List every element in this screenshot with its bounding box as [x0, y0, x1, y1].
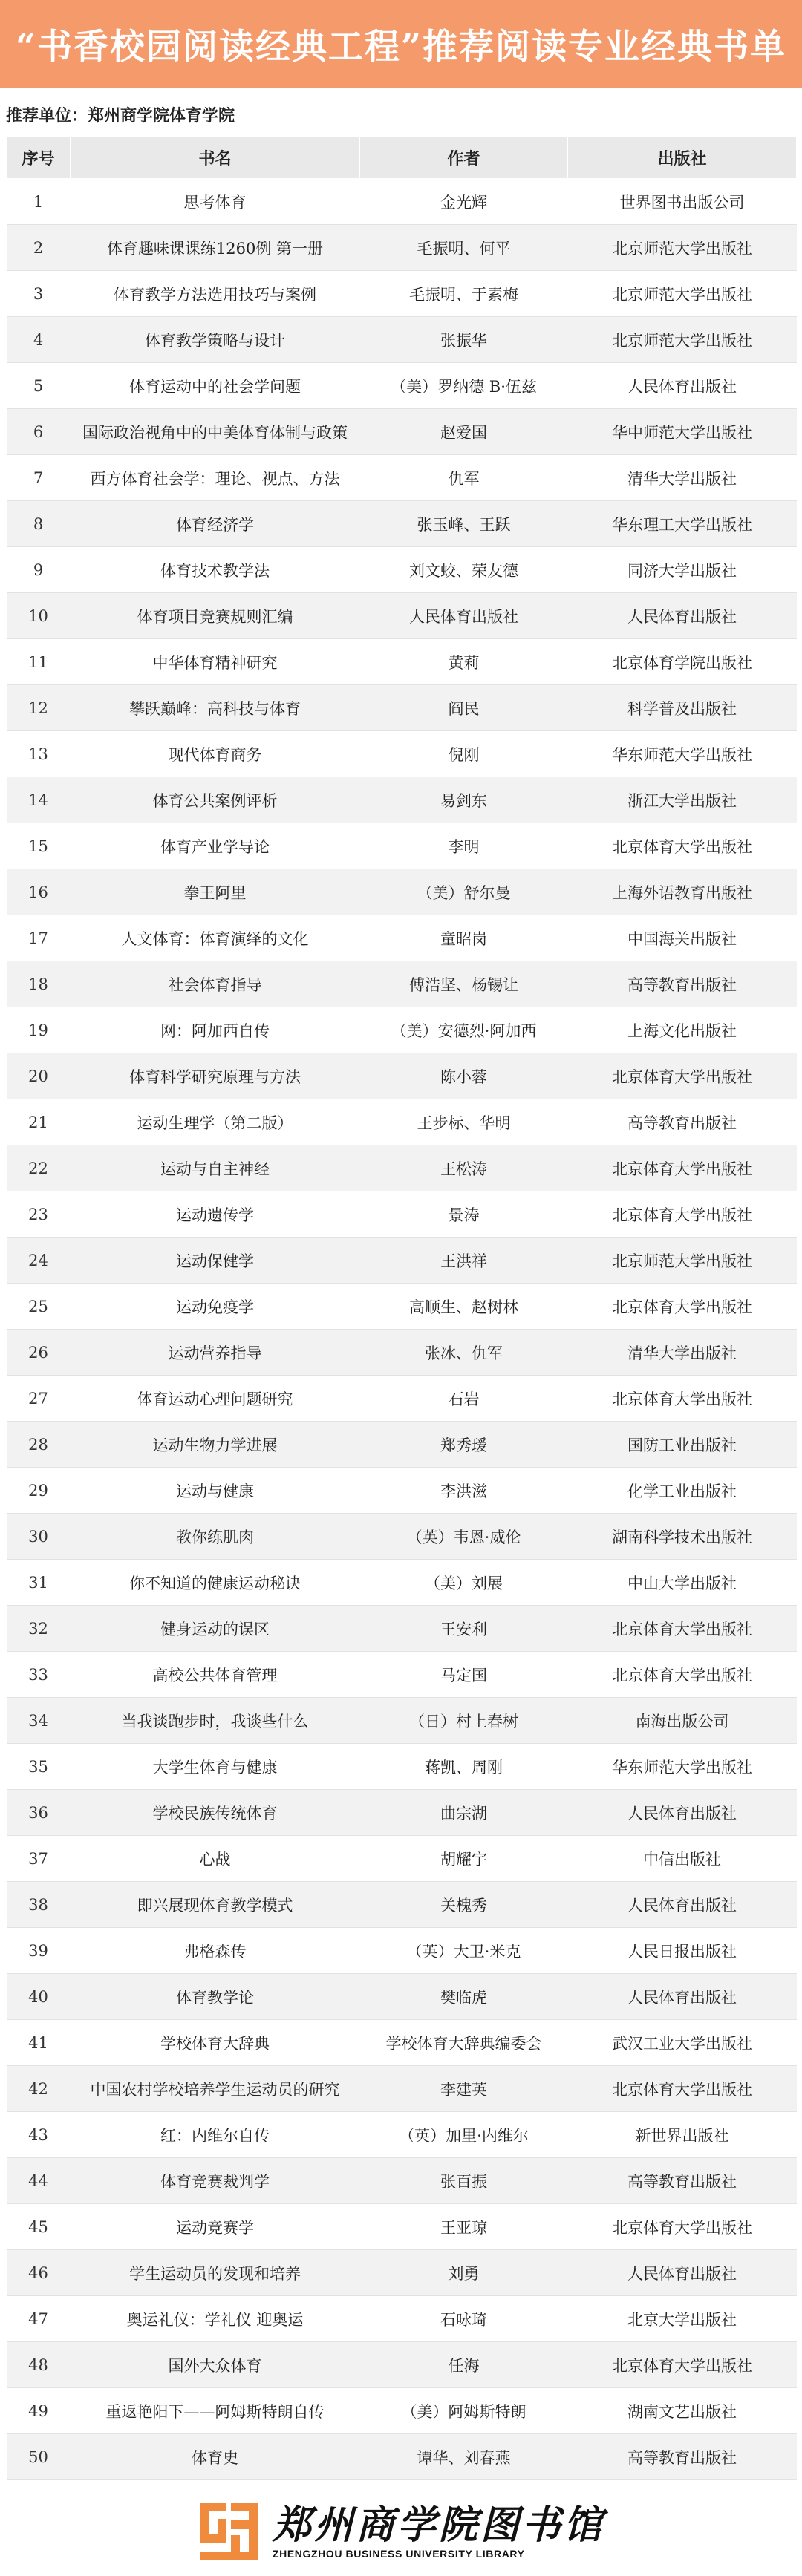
- cell-author: 任海: [360, 2342, 568, 2388]
- cell-author: 王安利: [360, 1606, 568, 1652]
- cell-author: 倪刚: [360, 731, 568, 777]
- cell-title: 弗格森传: [71, 1928, 360, 1974]
- header-title: 书名: [71, 137, 360, 179]
- cell-publisher: 高等教育出版社: [568, 2434, 797, 2480]
- cell-author: 人民体育出版社: [360, 593, 568, 639]
- table-row: [7, 1928, 797, 1974]
- cell-author: 蒋凯、周刚: [360, 1744, 568, 1790]
- table-row: [7, 271, 797, 317]
- cell-author: 陈小蓉: [360, 1053, 568, 1099]
- cell-title: 人文体育：体育演绎的文化: [71, 915, 360, 961]
- cell-title: 学校民族传统体育: [71, 1790, 360, 1836]
- cell-title: 即兴展现体育教学模式: [71, 1882, 360, 1928]
- table-row: [7, 1422, 797, 1468]
- cell-index: 38: [7, 1882, 71, 1928]
- table-body: [7, 179, 797, 2480]
- table-row: [7, 1053, 797, 1099]
- cell-index: 36: [7, 1790, 71, 1836]
- cell-index: 43: [7, 2112, 71, 2158]
- cell-index: 9: [7, 547, 71, 593]
- cell-title: 红：内维尔自传: [71, 2112, 360, 2158]
- cell-publisher: 高等教育出版社: [568, 961, 797, 1007]
- cell-index: 50: [7, 2434, 71, 2480]
- cell-publisher: 人民日报出版社: [568, 1928, 797, 1974]
- cell-author: 关槐秀: [360, 1882, 568, 1928]
- cell-author: 毛振明、何平: [360, 225, 568, 271]
- cell-title: 奥运礼仪：学礼仪 迎奥运: [71, 2296, 360, 2342]
- cell-publisher: 北京体育大学出版社: [568, 2342, 797, 2388]
- cell-publisher: 湖南文艺出版社: [568, 2388, 797, 2434]
- cell-publisher: 北京体育大学出版社: [568, 2204, 797, 2250]
- cell-index: 21: [7, 1099, 71, 1145]
- cell-author: 刘勇: [360, 2250, 568, 2296]
- cell-author: 王步标、华明: [360, 1099, 568, 1145]
- cell-publisher: 科学普及出版社: [568, 685, 797, 731]
- cell-title: 运动营养指导: [71, 1330, 360, 1376]
- cell-title: 国外大众体育: [71, 2342, 360, 2388]
- cell-publisher: 北京体育大学出版社: [568, 2066, 797, 2112]
- cell-author: 王松涛: [360, 1145, 568, 1191]
- cell-author: 王洪祥: [360, 1238, 568, 1284]
- cell-index: 7: [7, 455, 71, 501]
- table-row: [7, 317, 797, 363]
- cell-author: 毛振明、于素梅: [360, 271, 568, 317]
- cell-index: 46: [7, 2250, 71, 2296]
- cell-publisher: 北京体育大学出版社: [568, 1284, 797, 1330]
- table-row: [7, 2066, 797, 2112]
- cell-index: 15: [7, 823, 71, 869]
- cell-publisher: 北京体育大学出版社: [568, 823, 797, 869]
- cell-author: （美）阿姆斯特朗: [360, 2388, 568, 2434]
- cell-index: 30: [7, 1514, 71, 1560]
- cell-title: 中华体育精神研究: [71, 639, 360, 685]
- table-row: [7, 1882, 797, 1928]
- cell-publisher: 北京大学出版社: [568, 2296, 797, 2342]
- table-row: [7, 869, 797, 915]
- cell-author: 景涛: [360, 1191, 568, 1238]
- library-logo-icon: [197, 2498, 261, 2565]
- table-row: [7, 2342, 797, 2388]
- cell-author: 石咏琦: [360, 2296, 568, 2342]
- cell-title: 体育教学方法选用技巧与案例: [71, 271, 360, 317]
- cell-author: （美）舒尔曼: [360, 869, 568, 915]
- cell-publisher: 人民体育出版社: [568, 1882, 797, 1928]
- table-row: [7, 1191, 797, 1238]
- cell-publisher: 北京体育学院出版社: [568, 639, 797, 685]
- cell-title: 体育科学研究原理与方法: [71, 1053, 360, 1099]
- cell-title: 体育技术教学法: [71, 547, 360, 593]
- cell-publisher: 中山大学出版社: [568, 1560, 797, 1606]
- cell-author: 阎民: [360, 685, 568, 731]
- cell-title: 体育趣味课课练1260例 第一册: [71, 225, 360, 271]
- cell-title: 学生运动员的发现和培养: [71, 2250, 360, 2296]
- recommending-unit: 推荐单位：郑州商学院体育学院: [6, 106, 235, 125]
- cell-author: （英）大卫·米克: [360, 1928, 568, 1974]
- cell-author: 王亚琼: [360, 2204, 568, 2250]
- cell-title: 体育运动心理问题研究: [71, 1376, 360, 1422]
- cell-publisher: 北京师范大学出版社: [568, 225, 797, 271]
- cell-index: 25: [7, 1284, 71, 1330]
- cell-title: 你不知道的健康运动秘诀: [71, 1560, 360, 1606]
- cell-publisher: 北京师范大学出版社: [568, 1238, 797, 1284]
- cell-author: 高顺生、赵树林: [360, 1284, 568, 1330]
- table-row: [7, 1652, 797, 1698]
- table-row: [7, 1514, 797, 1560]
- cell-publisher: 北京体育大学出版社: [568, 1652, 797, 1698]
- cell-title: 网：阿加西自传: [71, 1007, 360, 1053]
- cell-title: 体育史: [71, 2434, 360, 2480]
- cell-author: （英）加里·内维尔: [360, 2112, 568, 2158]
- cell-index: 17: [7, 915, 71, 961]
- cell-title: 现代体育商务: [71, 731, 360, 777]
- cell-publisher: 北京体育大学出版社: [568, 1053, 797, 1099]
- cell-publisher: 武汉工业大学出版社: [568, 2020, 797, 2066]
- cell-publisher: 新世界出版社: [568, 2112, 797, 2158]
- cell-title: 体育运动中的社会学问题: [71, 363, 360, 409]
- cell-index: 23: [7, 1191, 71, 1238]
- cell-index: 48: [7, 2342, 71, 2388]
- table-row: [7, 1007, 797, 1053]
- cell-index: 13: [7, 731, 71, 777]
- library-name-block: [273, 2503, 605, 2560]
- cell-title: 高校公共体育管理: [71, 1652, 360, 1698]
- library-name: 郑州商学院图书馆: [272, 2503, 605, 2548]
- cell-publisher: 北京体育大学出版社: [568, 1376, 797, 1422]
- cell-publisher: 北京师范大学出版社: [568, 271, 797, 317]
- cell-author: 曲宗湖: [360, 1790, 568, 1836]
- cell-title: 心战: [71, 1836, 360, 1882]
- cell-index: 42: [7, 2066, 71, 2112]
- cell-publisher: 化学工业出版社: [568, 1468, 797, 1514]
- cell-title: 运动竞赛学: [71, 2204, 360, 2250]
- cell-title: 运动与自主神经: [71, 1145, 360, 1191]
- cell-author: （日）村上春树: [360, 1698, 568, 1744]
- cell-title: 体育教学策略与设计: [71, 317, 360, 363]
- cell-title: 西方体育社会学：理论、视点、方法: [71, 455, 360, 501]
- cell-author: 樊临虎: [360, 1974, 568, 2020]
- banner-title: “书香校园阅读经典工程”推荐阅读专业经典书单: [15, 26, 787, 68]
- cell-publisher: 世界图书出版公司: [568, 179, 797, 225]
- cell-author: 谭华、刘春燕: [360, 2434, 568, 2480]
- table-row: [7, 179, 797, 225]
- cell-author: 童昭岗: [360, 915, 568, 961]
- cell-author: 郑秀瑗: [360, 1422, 568, 1468]
- cell-index: 12: [7, 685, 71, 731]
- cell-index: 1: [7, 179, 71, 225]
- cell-author: 赵爱国: [360, 409, 568, 455]
- cell-author: 张玉峰、王跃: [360, 501, 568, 547]
- table-row: [7, 363, 797, 409]
- cell-publisher: 湖南科学技术出版社: [568, 1514, 797, 1560]
- table-row: [7, 1099, 797, 1145]
- cell-index: 31: [7, 1560, 71, 1606]
- table-row: [7, 1836, 797, 1882]
- table-row: [7, 1284, 797, 1330]
- cell-publisher: 人民体育出版社: [568, 593, 797, 639]
- cell-title: 拳王阿里: [71, 869, 360, 915]
- table-row: [7, 961, 797, 1007]
- cell-index: 8: [7, 501, 71, 547]
- cell-index: 34: [7, 1698, 71, 1744]
- cell-author: 仇军: [360, 455, 568, 501]
- cell-author: 刘文蛟、荣友德: [360, 547, 568, 593]
- cell-publisher: 同济大学出版社: [568, 547, 797, 593]
- cell-index: 35: [7, 1744, 71, 1790]
- table-row: [7, 685, 797, 731]
- table-row: [7, 1330, 797, 1376]
- table-row: [7, 1606, 797, 1652]
- cell-index: 4: [7, 317, 71, 363]
- cell-index: 47: [7, 2296, 71, 2342]
- cell-publisher: 高等教育出版社: [568, 2158, 797, 2204]
- cell-title: 体育竞赛裁判学: [71, 2158, 360, 2204]
- cell-publisher: 人民体育出版社: [568, 1790, 797, 1836]
- table-row: [7, 547, 797, 593]
- cell-index: 40: [7, 1974, 71, 2020]
- cell-author: （美）刘展: [360, 1560, 568, 1606]
- cell-title: 运动保健学: [71, 1238, 360, 1284]
- cell-author: 黄莉: [360, 639, 568, 685]
- table-header-row: [7, 137, 797, 179]
- cell-author: 张百振: [360, 2158, 568, 2204]
- cell-publisher: 华东师范大学出版社: [568, 1744, 797, 1790]
- cell-author: 胡耀宇: [360, 1836, 568, 1882]
- cell-title: 运动免疫学: [71, 1284, 360, 1330]
- cell-index: 24: [7, 1238, 71, 1284]
- cell-title: 体育公共案例评析: [71, 777, 360, 823]
- table-row: [7, 2204, 797, 2250]
- cell-title: 运动生理学（第二版）: [71, 1099, 360, 1145]
- cell-title: 中国农村学校培养学生运动员的研究: [71, 2066, 360, 2112]
- cell-author: 李明: [360, 823, 568, 869]
- table-row: [7, 1744, 797, 1790]
- cell-title: 大学生体育与健康: [71, 1744, 360, 1790]
- table-row: [7, 1238, 797, 1284]
- cell-index: 19: [7, 1007, 71, 1053]
- cell-publisher: 南海出版公司: [568, 1698, 797, 1744]
- table-row: [7, 225, 797, 271]
- library-name-en: ZHENGZHOU BUSINESS UNIVERSITY LIBRARY: [272, 2548, 525, 2560]
- cell-index: 29: [7, 1468, 71, 1514]
- cell-title: 运动生物力学进展: [71, 1422, 360, 1468]
- cell-index: 27: [7, 1376, 71, 1422]
- table-row: [7, 2434, 797, 2480]
- table-row: [7, 2296, 797, 2342]
- table-row: [7, 1560, 797, 1606]
- cell-index: 5: [7, 363, 71, 409]
- cell-publisher: 北京体育大学出版社: [568, 1606, 797, 1652]
- cell-index: 49: [7, 2388, 71, 2434]
- table-row: [7, 1145, 797, 1191]
- cell-index: 41: [7, 2020, 71, 2066]
- cell-title: 体育教学论: [71, 1974, 360, 2020]
- cell-author: 李洪滋: [360, 1468, 568, 1514]
- cell-publisher: 人民体育出版社: [568, 363, 797, 409]
- cell-title: 学校体育大辞典: [71, 2020, 360, 2066]
- cell-index: 18: [7, 961, 71, 1007]
- cell-publisher: 中国海关出版社: [568, 915, 797, 961]
- cell-index: 3: [7, 271, 71, 317]
- table-row: [7, 823, 797, 869]
- table-row: [7, 2250, 797, 2296]
- cell-publisher: 北京体育大学出版社: [568, 1145, 797, 1191]
- cell-author: 傅浩坚、杨锡让: [360, 961, 568, 1007]
- cell-author: 金光辉: [360, 179, 568, 225]
- table-row: [7, 2020, 797, 2066]
- table-row: [7, 501, 797, 547]
- cell-publisher: 北京体育大学出版社: [568, 1191, 797, 1238]
- cell-publisher: 华东师范大学出版社: [568, 731, 797, 777]
- cell-title: 社会体育指导: [71, 961, 360, 1007]
- cell-title: 当我谈跑步时，我谈些什么: [71, 1698, 360, 1744]
- cell-index: 16: [7, 869, 71, 915]
- cell-publisher: 华东理工大学出版社: [568, 501, 797, 547]
- table-row: [7, 915, 797, 961]
- cell-author: 马定国: [360, 1652, 568, 1698]
- cell-publisher: 人民体育出版社: [568, 1974, 797, 2020]
- cell-author: 学校体育大辞典编委会: [360, 2020, 568, 2066]
- table-row: [7, 1468, 797, 1514]
- cell-publisher: 国防工业出版社: [568, 1422, 797, 1468]
- table-row: [7, 409, 797, 455]
- header-publisher: 出版社: [568, 137, 797, 179]
- table-row: [7, 1790, 797, 1836]
- cell-publisher: 华中师范大学出版社: [568, 409, 797, 455]
- table-row: [7, 731, 797, 777]
- cell-author: （美）安德烈·阿加西: [360, 1007, 568, 1053]
- footer: [0, 2487, 802, 2576]
- booklist-table: [6, 136, 797, 2480]
- cell-publisher: 清华大学出版社: [568, 455, 797, 501]
- cell-publisher: 上海文化出版社: [568, 1007, 797, 1053]
- table-row: [7, 1974, 797, 2020]
- cell-author: 石岩: [360, 1376, 568, 1422]
- cell-title: 体育产业学导论: [71, 823, 360, 869]
- cell-index: 33: [7, 1652, 71, 1698]
- table-row: [7, 593, 797, 639]
- cell-title: 教你练肌肉: [71, 1514, 360, 1560]
- cell-index: 20: [7, 1053, 71, 1099]
- cell-index: 6: [7, 409, 71, 455]
- cell-index: 37: [7, 1836, 71, 1882]
- cell-title: 国际政治视角中的中美体育体制与政策: [71, 409, 360, 455]
- table-row: [7, 2388, 797, 2434]
- cell-title: 体育经济学: [71, 501, 360, 547]
- cell-publisher: 浙江大学出版社: [568, 777, 797, 823]
- cell-author: 李建英: [360, 2066, 568, 2112]
- table-row: [7, 1376, 797, 1422]
- cell-publisher: 高等教育出版社: [568, 1099, 797, 1145]
- cell-title: 思考体育: [71, 179, 360, 225]
- cell-title: 运动与健康: [71, 1468, 360, 1514]
- cell-title: 体育项目竞赛规则汇编: [71, 593, 360, 639]
- table-row: [7, 639, 797, 685]
- cell-index: 32: [7, 1606, 71, 1652]
- table-row: [7, 455, 797, 501]
- cell-publisher: 清华大学出版社: [568, 1330, 797, 1376]
- table-row: [7, 2112, 797, 2158]
- cell-title: 运动遗传学: [71, 1191, 360, 1238]
- cell-publisher: 中信出版社: [568, 1836, 797, 1882]
- cell-author: （美）罗纳德 B·伍兹: [360, 363, 568, 409]
- cell-index: 26: [7, 1330, 71, 1376]
- table-row: [7, 777, 797, 823]
- header-index: 序号: [7, 137, 71, 179]
- table-row: [7, 2158, 797, 2204]
- banner: [0, 0, 802, 88]
- cell-index: 45: [7, 2204, 71, 2250]
- cell-publisher: 北京师范大学出版社: [568, 317, 797, 363]
- cell-index: 28: [7, 1422, 71, 1468]
- header-author: 作者: [360, 137, 568, 179]
- cell-author: 张振华: [360, 317, 568, 363]
- cell-title: 重返艳阳下——阿姆斯特朗自传: [71, 2388, 360, 2434]
- cell-index: 2: [7, 225, 71, 271]
- table-row: [7, 1698, 797, 1744]
- cell-author: （英）韦恩·威伦: [360, 1514, 568, 1560]
- cell-index: 39: [7, 1928, 71, 1974]
- cell-index: 11: [7, 639, 71, 685]
- cell-author: 易剑东: [360, 777, 568, 823]
- cell-author: 张冰、仇军: [360, 1330, 568, 1376]
- cell-index: 10: [7, 593, 71, 639]
- cell-publisher: 上海外语教育出版社: [568, 869, 797, 915]
- cell-index: 22: [7, 1145, 71, 1191]
- cell-index: 14: [7, 777, 71, 823]
- cell-index: 44: [7, 2158, 71, 2204]
- cell-publisher: 人民体育出版社: [568, 2250, 797, 2296]
- cell-title: 健身运动的误区: [71, 1606, 360, 1652]
- cell-title: 攀跃巅峰：高科技与体育: [71, 685, 360, 731]
